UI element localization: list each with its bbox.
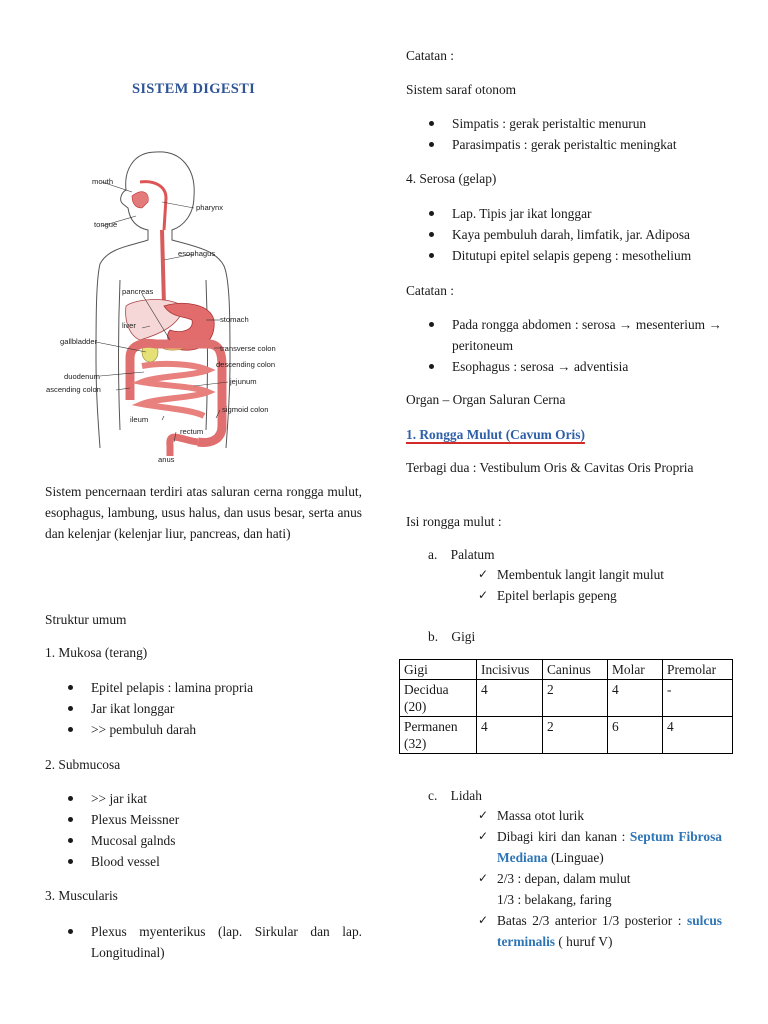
serosa-heading: 4. Serosa (gelap) xyxy=(406,171,497,186)
submucosa-heading: 2. Submucosa xyxy=(45,757,121,772)
list-item: Plexus Meissner xyxy=(45,809,362,830)
table-header-cell: Incisivus xyxy=(477,660,543,680)
list-item: >> pembuluh darah xyxy=(45,719,362,740)
palatum-list xyxy=(475,564,725,606)
label-jejunum: jejunum xyxy=(230,377,257,386)
label-pharynx: pharynx xyxy=(196,203,224,212)
organ-heading: Organ – Organ Saluran Cerna xyxy=(406,392,566,407)
label-duodenum: duodenum xyxy=(64,372,100,381)
table-cell: 4 xyxy=(663,717,733,754)
list-item: Esophagus : serosa → adventisia xyxy=(406,356,722,377)
label-anus: anus xyxy=(158,455,175,464)
submucosa-list xyxy=(45,788,362,872)
sulcus-term: sulcus terminalis xyxy=(497,913,722,949)
list-item: ✓ Massa otot lurik xyxy=(475,805,722,826)
list-item: Ditutupi epitel selapis gepeng : mesothelium xyxy=(406,245,722,266)
palatum-item xyxy=(428,544,495,565)
list-item: ✓ 2/3 : depan, dalam mulut 1/3 : belakang, faring xyxy=(475,868,722,910)
list-item: Blood vessel xyxy=(45,851,362,872)
list-item: ✓ Batas 2/3 anterior 1/3 posterior : sulcus terminalis ( huruf V) xyxy=(475,910,722,952)
list-marker: a. xyxy=(428,547,438,562)
label-ileum: ileum xyxy=(130,415,149,424)
table-cell: 2 xyxy=(543,717,608,754)
table-row xyxy=(400,680,733,717)
table-cell: Permanen (32) xyxy=(400,717,477,754)
list-item: Lap. Tipis jar ikat longgar xyxy=(406,203,722,224)
table-header-cell: Caninus xyxy=(543,660,608,680)
saraf-list xyxy=(406,113,722,155)
rongga-mulut-heading: 1. Rongga Mulut (Cavum Oris) xyxy=(406,427,585,442)
list-item: Jar ikat longgar xyxy=(45,698,362,719)
label-pancreas: pancreas xyxy=(122,287,154,296)
label-tongue: tongue xyxy=(94,220,118,229)
gigi-label: Gigi xyxy=(451,629,476,644)
intro-paragraph: Sistem pencernaan terdiri atas saluran cerna rongga mulut, esophagus, lambung, usus halus, dan usus besar, serta anus dan kelenjar (kelenjar liur, pancreas, dan hati) xyxy=(45,484,362,541)
table-cell: Decidua (20) xyxy=(400,680,477,717)
label-rectum: rectum xyxy=(180,427,204,436)
gigi-table xyxy=(399,659,733,754)
label-descending-colon: descending colon xyxy=(216,360,276,369)
label-esophagus: esophagus xyxy=(178,249,216,258)
table-header-row xyxy=(400,660,733,680)
lidah-item xyxy=(428,785,482,806)
list-item: ✓ Membentuk langit langit mulut xyxy=(475,564,725,585)
table-cell: - xyxy=(663,680,733,717)
catatan-1: Catatan : xyxy=(406,48,454,63)
list-item: ✓ Epitel berlapis gepeng xyxy=(475,585,725,606)
list-item: Plexus myenterikus (lap. Sirkular dan lap. Longitudinal) xyxy=(45,921,362,963)
table-header-cell: Premolar xyxy=(663,660,733,680)
septum-term: Septum Fibrosa Mediana xyxy=(497,829,722,865)
list-item: Kaya pembuluh darah, limfatik, jar. Adiposa xyxy=(406,224,722,245)
check-icon: ✓ xyxy=(478,913,489,927)
palatum-label: Palatum xyxy=(450,547,495,562)
label-ascending-colon: ascending colon xyxy=(46,385,101,394)
list-marker: b. xyxy=(428,629,439,644)
check-icon: ✓ xyxy=(478,808,489,822)
table-header-cell: Molar xyxy=(608,660,663,680)
check-icon: ✓ xyxy=(478,871,489,885)
table-cell: 4 xyxy=(477,717,543,754)
table-cell: 6 xyxy=(608,717,663,754)
label-transverse-colon: transverse colon xyxy=(220,344,276,353)
digestive-system-figure xyxy=(44,130,306,466)
table-cell: 2 xyxy=(543,680,608,717)
table-cell: 4 xyxy=(477,680,543,717)
muscularis-list xyxy=(45,921,362,963)
catatan-2-list xyxy=(406,314,722,377)
struktur-umum-heading: Struktur umum xyxy=(45,612,127,627)
label-gallbladder: gallbladder xyxy=(60,337,98,346)
label-sigmoid-colon: sigmoid colon xyxy=(222,405,269,414)
gigi-item xyxy=(428,626,475,647)
table-row xyxy=(400,717,733,754)
list-item: Pada rongga abdomen : serosa → mesenterium → peritoneum xyxy=(406,314,722,356)
check-icon: ✓ xyxy=(478,829,489,843)
list-item: Epitel pelapis : lamina propria xyxy=(45,677,362,698)
serosa-list xyxy=(406,203,722,266)
lidah-label: Lidah xyxy=(450,788,482,803)
table-header-cell: Gigi xyxy=(400,660,477,680)
list-item: Parasimpatis : gerak peristaltic meningkat xyxy=(406,134,722,155)
saraf-heading: Sistem saraf otonom xyxy=(406,82,517,97)
catatan-2: Catatan : xyxy=(406,283,454,298)
lidah-list xyxy=(475,805,722,952)
list-marker: c. xyxy=(428,788,438,803)
mukosa-heading: 1. Mukosa (terang) xyxy=(45,645,148,660)
label-stomach: stomach xyxy=(220,315,249,324)
check-icon: ✓ xyxy=(478,588,489,602)
muscularis-heading: 3. Muscularis xyxy=(45,888,118,903)
label-mouth: mouth xyxy=(92,177,114,186)
table-cell: 4 xyxy=(608,680,663,717)
list-item: Mucosal galnds xyxy=(45,830,362,851)
label-liver: liver xyxy=(122,321,136,330)
list-item: Simpatis : gerak peristaltic menurun xyxy=(406,113,722,134)
list-item: ✓ Dibagi kiri dan kanan : Septum Fibrosa Mediana (Linguae) xyxy=(475,826,722,868)
mukosa-list xyxy=(45,677,362,740)
check-icon: ✓ xyxy=(478,567,489,581)
page-title: SISTEM DIGESTI xyxy=(132,81,256,97)
isi-heading: Isi rongga mulut : xyxy=(406,514,502,529)
terbagi-paragraph: Terbagi dua : Vestibulum Oris & Cavitas Oris Propria xyxy=(406,460,694,475)
list-item: >> jar ikat xyxy=(45,788,362,809)
